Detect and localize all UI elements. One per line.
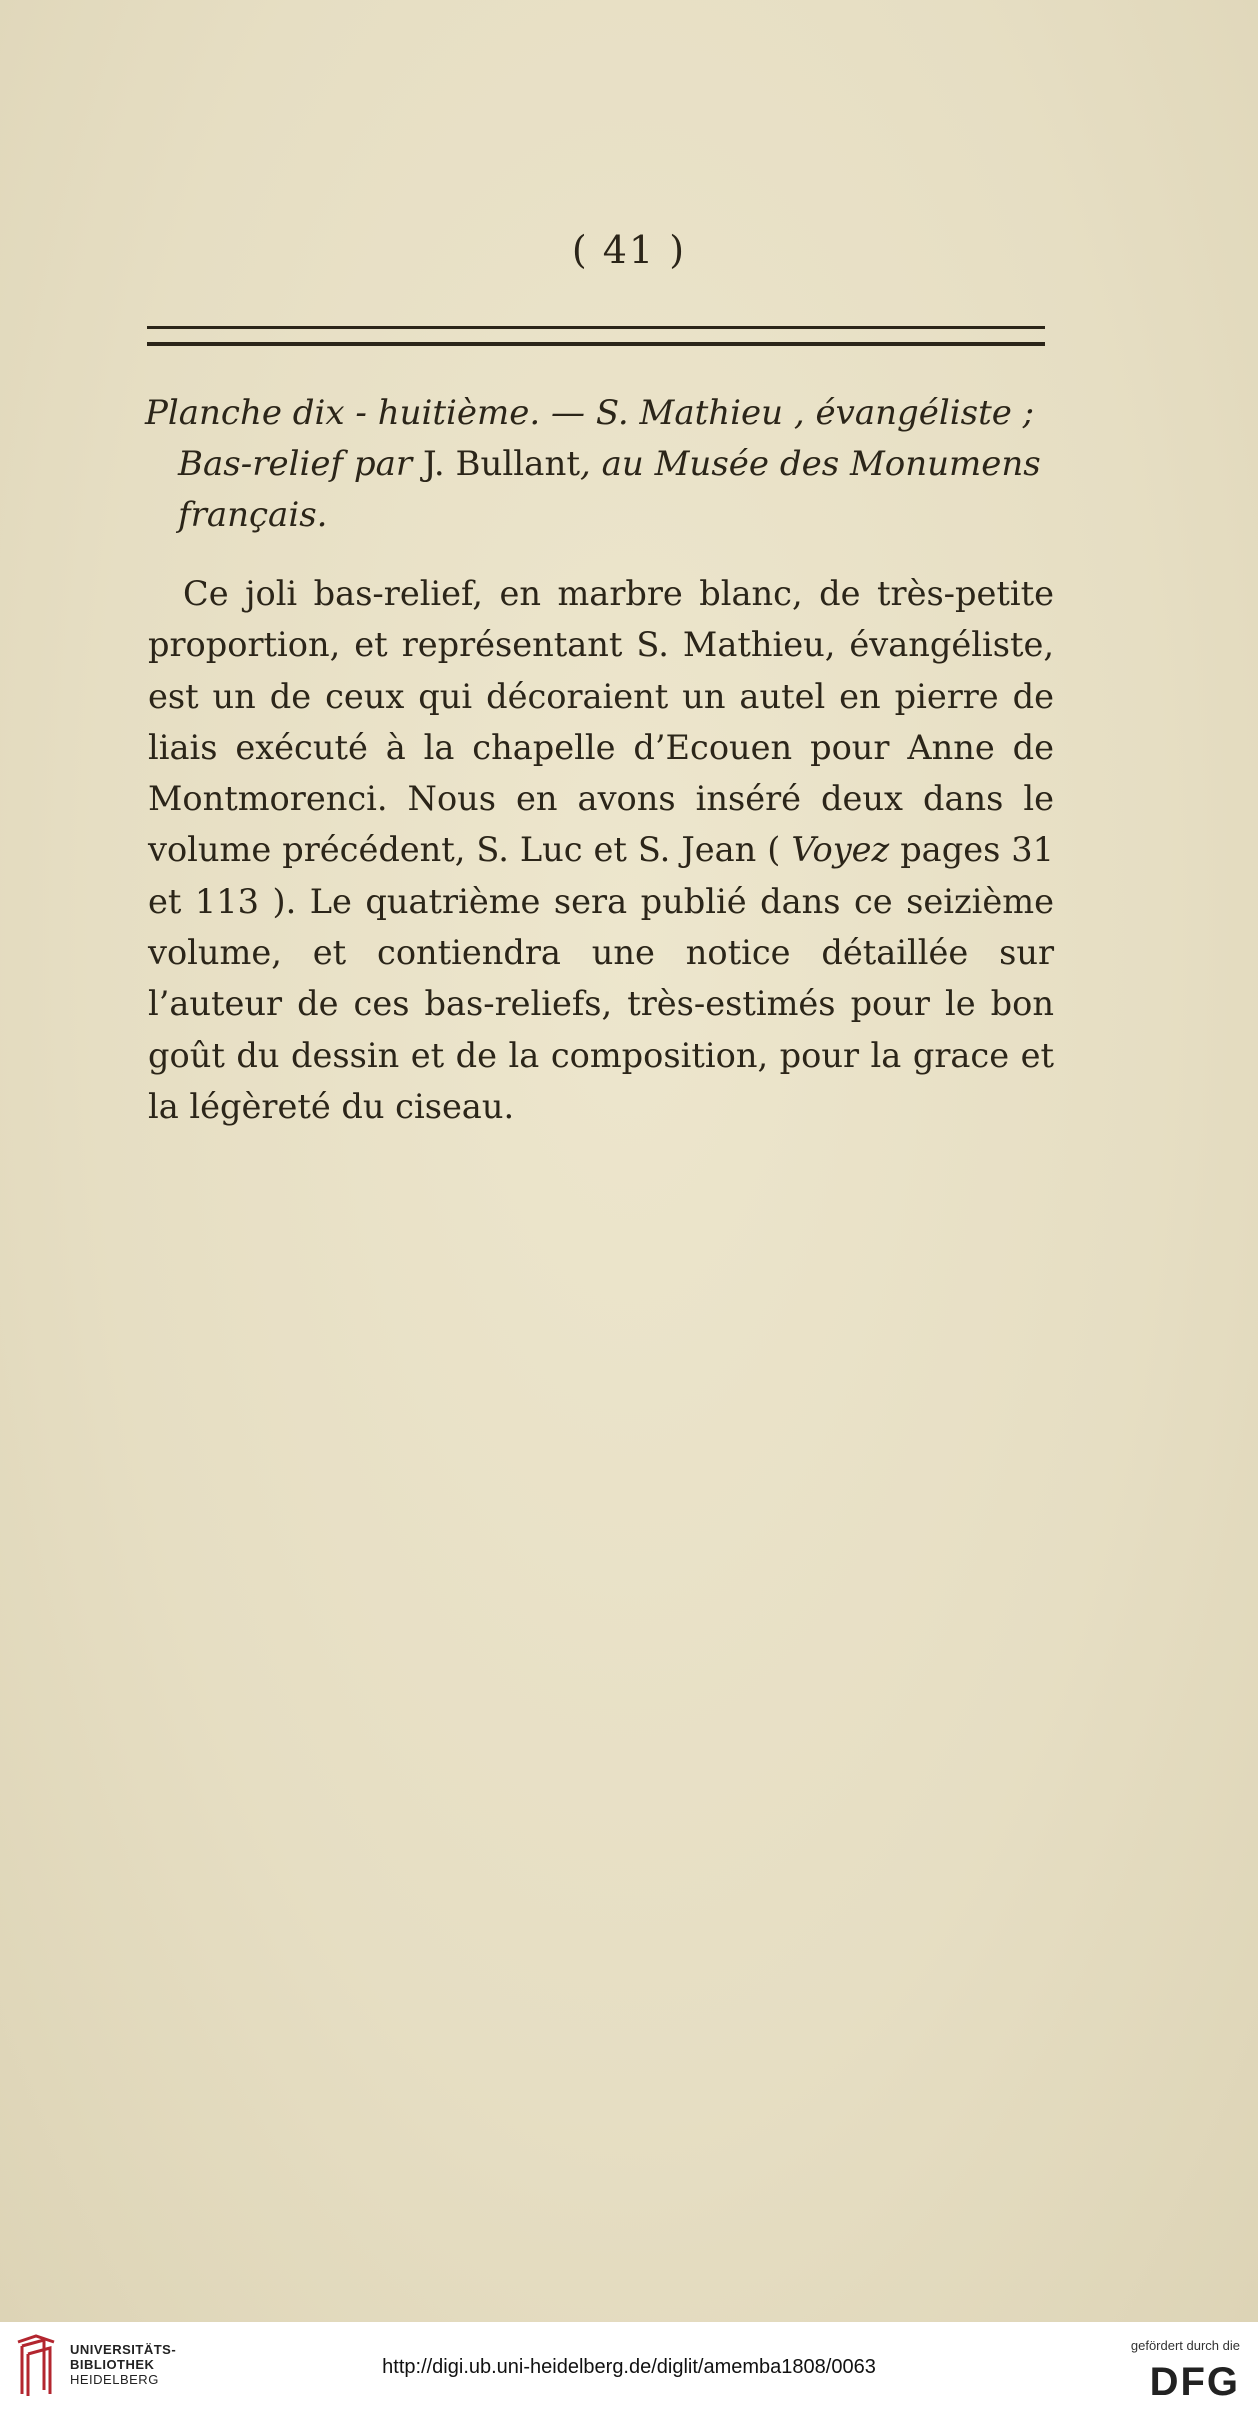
library-line-3: HEIDELBERG xyxy=(70,2372,159,2387)
header-rule-thin xyxy=(147,342,1045,346)
heading-location-cont: français. xyxy=(178,495,328,535)
heading-plate-label: Planche dix - huitième. — xyxy=(145,393,596,433)
funded-by-label: gefördert durch die xyxy=(1130,2338,1240,2353)
body-paragraph xyxy=(148,568,1054,1132)
page-number: ( 41 ) xyxy=(571,228,687,272)
plate-heading xyxy=(145,388,1055,541)
body-part-2: pages 31 et 113 ). Le quatrième sera publié dans ce seizième volume, et contiendra une notice détaillée sur l’auteur de ces bas-reliefs, très-estimés pour le bon goût du dessin et de la composition, pour la grace et la légèreté du ciseau. xyxy=(148,830,1054,1126)
body-voyez: Voyez xyxy=(791,830,890,870)
dfg-logo: DFG xyxy=(1149,2360,1240,2404)
body-part-1: Ce joli bas-relief, en marbre blanc, de très-petite proportion, et représentant S. Mathieu, évangéliste, est un de ceux qui décoraient un autel en pierre de liais exécuté à la chapelle d’Ecouen pour Anne de Montmorenci. Nous en avons inséré deux dans le volume précédent, S. Luc et S. Jean ( xyxy=(148,574,1054,870)
library-line-1: UNIVERSITÄTS- xyxy=(70,2342,177,2357)
heading-location: , au Musée des Monumens xyxy=(580,444,1041,484)
footer-bar xyxy=(0,2322,1258,2411)
heading-subject: S. Mathieu , évangéliste ; xyxy=(595,393,1035,433)
header-rule-thick xyxy=(147,326,1045,329)
heading-type: Bas-relief par xyxy=(178,444,423,484)
source-url[interactable]: http://digi.ub.uni-heidelberg.de/diglit/amemba1808/0063 xyxy=(382,2356,876,2378)
library-line-2: BIBLIOTHEK xyxy=(70,2357,155,2372)
heading-artist: J. Bullant xyxy=(422,444,581,484)
